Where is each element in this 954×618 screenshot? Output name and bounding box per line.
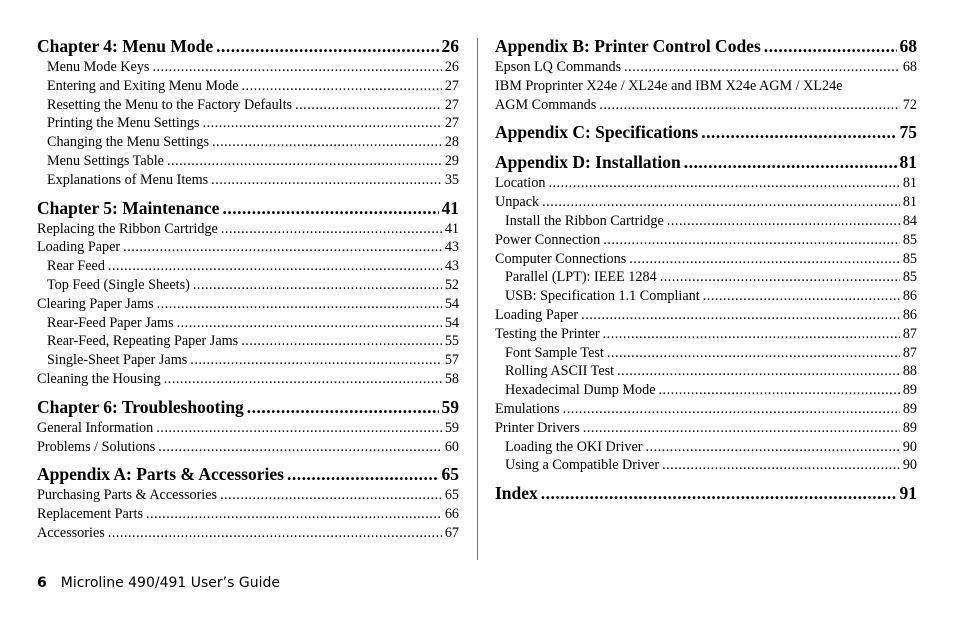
toc-entry-title: Testing the Printer (495, 325, 600, 342)
toc-right-column (495, 34, 917, 505)
toc-page-number: 65 (441, 464, 459, 485)
toc-entry-title: Top Feed (Single Sheets) (47, 276, 190, 293)
toc-entry-row (495, 268, 917, 287)
dot-leader (563, 400, 900, 419)
toc-entry-title: Rolling ASCII Test (505, 363, 615, 380)
toc-entry-title: Entering and Exiting Menu Mode (47, 77, 239, 94)
dot-leader (242, 77, 442, 96)
toc-entry-title: Problems / Solutions (37, 438, 156, 455)
toc-entry-title: Epson LQ Commands (495, 59, 622, 75)
toc-entry-title: Printing the Menu Settings (47, 115, 200, 132)
toc-chapter-row (37, 196, 459, 220)
toc-chapter-title: Appendix A: Parts & Accessories (37, 464, 284, 485)
toc-entry-title: USB: Specification 1.1 Compliant (505, 288, 700, 305)
toc-chapter-title: Appendix B: Printer Control Codes (495, 36, 761, 56)
toc-page-number: 85 (902, 231, 917, 248)
dot-leader (599, 96, 900, 115)
column-divider (477, 38, 478, 560)
dot-leader (287, 462, 439, 486)
toc-page-number: 35 (444, 171, 459, 188)
toc-entry-title: Emulations (495, 400, 560, 417)
dot-leader (548, 174, 899, 193)
page-footer (37, 575, 280, 591)
toc-entry-row (37, 220, 459, 239)
toc-entry-row (37, 77, 459, 96)
toc-entry-row (495, 400, 917, 419)
toc-entry-title: Loading Paper (495, 306, 579, 323)
dot-leader (624, 58, 900, 77)
toc-page-number: 81 (902, 194, 917, 211)
toc-entry-title: Loading the OKI Driver (505, 438, 643, 455)
dot-leader (177, 314, 442, 333)
toc-chapter-title: Appendix D: Installation (495, 152, 681, 173)
dot-leader (247, 395, 439, 419)
dot-leader (603, 231, 900, 250)
dot-leader (241, 332, 442, 351)
toc-chapter-title: Chapter 5: Maintenance (37, 197, 220, 218)
dot-leader (617, 362, 900, 381)
toc-entry-title: Cleaning the Housing (37, 370, 161, 387)
toc-page-number: 84 (902, 212, 917, 229)
dot-leader (193, 276, 442, 295)
dot-leader (541, 481, 897, 505)
toc-entry-title: Rear Feed (47, 258, 105, 275)
toc-chapter-row (495, 34, 917, 58)
toc-entry-row (37, 370, 459, 389)
dot-leader (212, 133, 442, 152)
toc-entry-row (37, 438, 459, 457)
dot-leader (701, 120, 896, 144)
toc-entry-title: Rear-Feed, Repeating Paper Jams (47, 333, 239, 350)
dot-leader (684, 150, 897, 174)
toc-left-column (37, 34, 459, 543)
dot-leader (164, 370, 442, 389)
toc-page-number: 67 (444, 524, 459, 541)
toc-entry-title: Hexadecimal Dump Mode (505, 382, 656, 399)
toc-entry-row (37, 332, 459, 351)
toc-page-number: 87 (902, 325, 917, 342)
dot-leader (123, 238, 442, 257)
dot-leader (216, 34, 438, 58)
toc-chapter-row (37, 395, 459, 419)
dot-leader (190, 351, 442, 370)
toc-chapter-row (37, 34, 459, 58)
toc-page-number: 85 (902, 250, 917, 267)
toc-entry-title: Single-Sheet Paper Jams (47, 352, 188, 369)
toc-entry-row (495, 174, 917, 193)
toc-entry-row (37, 524, 459, 543)
toc-page-number: 43 (444, 258, 459, 275)
toc-chapter-title: Chapter 4: Menu Mode (37, 36, 214, 56)
dot-leader (221, 220, 442, 239)
toc-chapter-row (495, 150, 917, 174)
toc-page-number: 66 (444, 506, 459, 523)
toc-chapter-row (495, 481, 917, 505)
toc-page-number: 68 (899, 36, 917, 56)
toc-entry-title: Parallel (LPT): IEEE 1284 (505, 269, 657, 286)
dot-leader (764, 34, 897, 58)
toc-entry-title: General Information (37, 419, 154, 436)
toc-entry-row (495, 193, 917, 212)
toc-entry-row (495, 381, 917, 400)
toc-entry-row (37, 152, 459, 171)
toc-entry-title: Rear-Feed Paper Jams (47, 314, 174, 331)
toc-page-number: 55 (444, 333, 459, 350)
dot-leader (646, 438, 900, 457)
toc-entry-title: Using a Compatible Driver (505, 457, 660, 474)
toc-page-number: 41 (444, 220, 459, 237)
toc-entry-title: Install the Ribbon Cartridge (505, 212, 664, 229)
toc-entry-title: Font Sample Test (505, 344, 604, 361)
toc-entry-title: Power Connection (495, 231, 601, 248)
toc-entry-row (37, 505, 459, 524)
dot-leader (146, 505, 442, 524)
toc-page-number: 85 (902, 269, 917, 286)
toc-entry-row (495, 287, 917, 306)
toc-entry-row (37, 419, 459, 438)
dot-leader (603, 325, 900, 344)
toc-entry-row (37, 96, 459, 115)
dot-leader (703, 287, 900, 306)
toc-entry-row (37, 257, 459, 276)
dot-leader (108, 524, 442, 543)
toc-entry-row (37, 238, 459, 257)
toc-chapter-row (37, 462, 459, 486)
toc-entry-row (37, 133, 459, 152)
toc-entry-title: Location (495, 175, 546, 192)
toc-entry-title: Accessories (37, 524, 105, 541)
dot-leader (152, 58, 441, 77)
toc-entry-title: Menu Settings Table (47, 152, 164, 169)
toc-page-number: 81 (902, 175, 917, 192)
dot-leader (220, 486, 442, 505)
toc-page-number: 29 (444, 152, 459, 169)
toc-page-number: 27 (444, 96, 459, 113)
toc-entry-title: Resetting the Menu to the Factory Defaults (47, 96, 293, 113)
toc-page-number: 43 (444, 239, 459, 256)
dot-leader (667, 212, 900, 231)
toc-entry-title: Replacement Parts (37, 506, 143, 523)
toc-entry-row (37, 295, 459, 314)
toc-entry-row (37, 351, 459, 370)
toc-page-number: 26 (444, 59, 459, 75)
dot-leader (211, 171, 442, 190)
toc-entry-row (495, 344, 917, 363)
toc-entry-row (37, 171, 459, 190)
toc-page-number: 26 (441, 36, 459, 56)
toc-page-number: 65 (444, 487, 459, 504)
toc-entry-title: Printer Drivers (495, 419, 580, 436)
toc-entry-title: AGM Commands (495, 96, 597, 113)
toc-entry-row (495, 250, 917, 269)
dot-leader (583, 419, 900, 438)
toc-entry-title: Loading Paper (37, 239, 121, 256)
dot-leader (157, 295, 442, 314)
toc-page-number: 87 (902, 344, 917, 361)
toc-entry-row (495, 77, 917, 96)
toc-entry-row (495, 58, 917, 77)
toc-entry-row (495, 438, 917, 457)
toc-entry-title: Menu Mode Keys (47, 59, 150, 75)
toc-entry-row (495, 212, 917, 231)
toc-page-number: 75 (899, 122, 917, 143)
toc-page-number: 27 (444, 77, 459, 94)
toc-entry-row (495, 456, 917, 475)
toc-entry-title: Computer Connections (495, 250, 627, 267)
dot-leader (542, 193, 900, 212)
toc-page-number: 59 (444, 419, 459, 436)
toc-entry-row (37, 58, 459, 77)
toc-page-number: 81 (899, 152, 917, 173)
footer-title: Microline 490/491 User’s Guide (60, 575, 280, 591)
toc-entry-title: Explanations of Menu Items (47, 171, 209, 188)
toc-chapter-title: Chapter 6: Troubleshooting (37, 396, 244, 417)
dot-leader (156, 419, 442, 438)
toc-page-number: 91 (899, 483, 917, 504)
toc-entry-row (495, 362, 917, 381)
toc-page-number: 86 (902, 288, 917, 305)
toc-entry-title: IBM Proprinter X24e / XL24e and IBM X24e AGM / XL24e (495, 77, 843, 94)
toc-entry-row (37, 486, 459, 505)
dot-leader (629, 250, 900, 269)
toc-entry-title: Changing the Menu Settings (47, 134, 209, 151)
toc-page-number: 89 (902, 419, 917, 436)
toc-entry-row (37, 276, 459, 295)
dot-leader (295, 96, 442, 115)
toc-chapter-row (495, 120, 917, 144)
dot-leader (203, 114, 442, 133)
toc-page-number: 68 (902, 59, 917, 75)
dot-leader (581, 306, 900, 325)
toc-entry-row (495, 419, 917, 438)
dot-leader (659, 381, 900, 400)
toc-page-number: 57 (444, 352, 459, 369)
toc-entry-title: Replacing the Ribbon Cartridge (37, 220, 218, 237)
toc-page-number: 27 (444, 115, 459, 132)
dot-leader (167, 152, 442, 171)
dot-leader (158, 438, 442, 457)
toc-page-number: 59 (441, 396, 459, 417)
toc-page-number: 54 (444, 295, 459, 312)
toc-page-number: 54 (444, 314, 459, 331)
dot-leader (108, 257, 442, 276)
dot-leader (222, 196, 438, 220)
toc-entry-title: Unpack (495, 194, 540, 211)
toc-page-number: 88 (902, 363, 917, 380)
footer-page-number: 6 (37, 575, 47, 591)
dot-leader (607, 344, 900, 363)
toc-page-number: 52 (444, 276, 459, 293)
toc-page-number: 89 (902, 400, 917, 417)
dot-leader (662, 456, 900, 475)
toc-page-number: 58 (444, 370, 459, 387)
dot-leader (660, 268, 900, 287)
toc-entry-title: Clearing Paper Jams (37, 295, 154, 312)
toc-entry-row (495, 306, 917, 325)
toc-entry-row (495, 325, 917, 344)
toc-page-number: 60 (444, 438, 459, 455)
toc-chapter-title: Appendix C: Specifications (495, 122, 699, 143)
toc-entry-row (37, 314, 459, 333)
toc-entry-row (495, 231, 917, 250)
toc-page-number: 86 (902, 306, 917, 323)
toc-page-number: 90 (902, 438, 917, 455)
toc-page-number: 90 (902, 457, 917, 474)
toc-entry-row (37, 114, 459, 133)
toc-page-number: 28 (444, 134, 459, 151)
toc-entry-row (495, 96, 917, 115)
toc-page-number: 41 (441, 197, 459, 218)
toc-page-number: 89 (902, 382, 917, 399)
toc-chapter-title: Index (495, 483, 538, 504)
toc-page-number: 72 (902, 96, 917, 113)
toc-entry-title: Purchasing Parts & Accessories (37, 487, 218, 504)
